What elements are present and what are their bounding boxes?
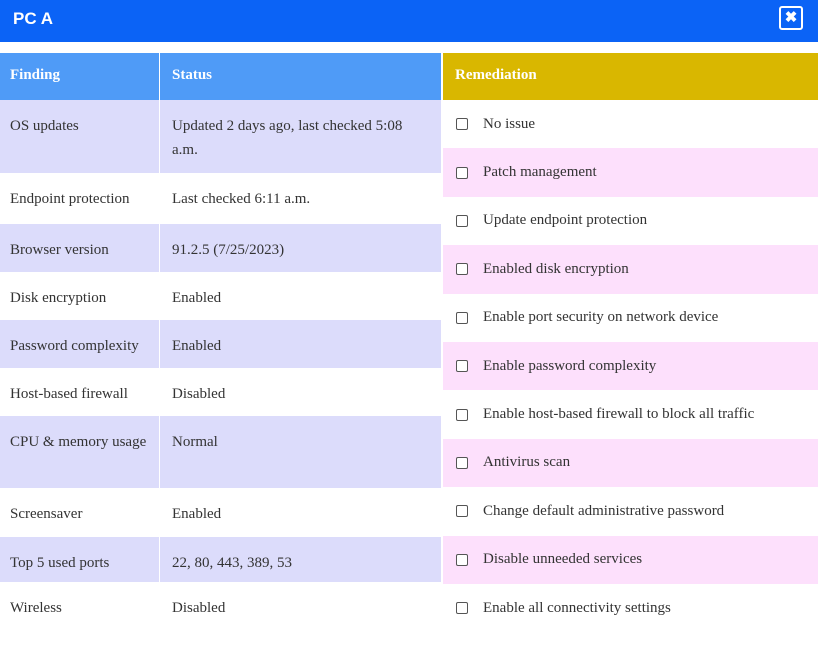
remediation-option-enable-connectivity[interactable] (443, 584, 818, 632)
status-cell: Disabled (172, 600, 226, 616)
status-cell: Enabled (172, 290, 222, 306)
checkbox-icon[interactable] (456, 118, 468, 130)
finding-cell: Browser version (0, 224, 160, 272)
option-label: Enable password complexity (483, 357, 657, 374)
status-cell: Normal (172, 434, 218, 450)
window-title: PC A (13, 9, 53, 28)
finding-cell: Password complexity (0, 320, 160, 368)
remediation-option-patch-management[interactable] (443, 148, 818, 196)
remediation-option-update-endpoint-protection[interactable] (443, 197, 818, 245)
finding-column-header: Finding (0, 53, 160, 100)
status-column-header: Status (172, 67, 213, 83)
remediation-option-password-complexity[interactable] (443, 342, 818, 390)
status-cell: Updated 2 days ago, last checked 5:08 a.m. (172, 118, 403, 158)
option-label: Patch management (483, 164, 597, 181)
table-row (0, 224, 441, 272)
table-row (0, 537, 441, 582)
checkbox-icon[interactable] (456, 312, 468, 324)
option-label: Enable host-based firewall to block all traffic (483, 406, 755, 423)
table-row (0, 100, 441, 173)
remediation-option-antivirus-scan[interactable] (443, 439, 818, 487)
finding-cell: OS updates (0, 100, 160, 173)
checkbox-icon[interactable] (456, 215, 468, 227)
option-label: Disable unneeded services (483, 551, 643, 568)
option-label: Change default administrative password (483, 502, 725, 519)
status-cell: Disabled (172, 386, 226, 402)
status-cell: Last checked 6:11 a.m. (172, 191, 311, 207)
finding-cell: Host-based firewall (0, 368, 160, 416)
checkbox-icon[interactable] (456, 602, 468, 614)
remediation-header: Remediation (443, 53, 818, 100)
status-cell: 22, 80, 443, 389, 53 (172, 555, 292, 571)
option-label: Enabled disk encryption (483, 260, 629, 277)
title-separator (0, 42, 818, 49)
checkbox-icon[interactable] (456, 167, 468, 179)
table-row (0, 368, 441, 416)
finding-cell: Endpoint protection (0, 173, 160, 224)
remediation-option-disk-encryption[interactable] (443, 245, 818, 293)
table-row (0, 488, 441, 537)
remediation-option-disable-services[interactable] (443, 536, 818, 584)
finding-cell: CPU & memory usage (0, 416, 160, 488)
option-label: Enable port security on network device (483, 309, 719, 326)
table-row (0, 582, 441, 630)
table-row (0, 416, 441, 488)
option-label: Update endpoint protection (483, 212, 648, 229)
status-cell: Enabled (172, 506, 222, 522)
checkbox-icon[interactable] (456, 554, 468, 566)
status-cell: 91.2.5 (7/25/2023) (172, 242, 285, 258)
checkbox-icon[interactable] (456, 505, 468, 517)
finding-cell: Screensaver (0, 488, 160, 537)
status-cell: Enabled (172, 338, 222, 354)
close-icon[interactable]: ✖ (779, 6, 803, 30)
finding-cell: Top 5 used ports (0, 537, 160, 582)
findings-header (0, 53, 441, 100)
remediation-option-no-issue[interactable] (443, 100, 818, 148)
remediation-panel (443, 53, 818, 632)
checkbox-icon[interactable] (456, 360, 468, 372)
option-label: No issue (483, 115, 536, 132)
checkbox-icon[interactable] (456, 457, 468, 469)
remediation-option-change-admin-password[interactable] (443, 487, 818, 535)
remediation-option-port-security[interactable] (443, 294, 818, 342)
checkbox-icon[interactable] (456, 263, 468, 275)
title-bar (0, 0, 818, 42)
table-row (0, 272, 441, 320)
findings-table (0, 53, 441, 630)
finding-cell: Disk encryption (0, 272, 160, 320)
remediation-option-host-firewall[interactable] (443, 390, 818, 438)
finding-cell: Wireless (0, 582, 160, 630)
table-row (0, 173, 441, 224)
checkbox-icon[interactable] (456, 409, 468, 421)
option-label: Enable all connectivity settings (483, 599, 671, 616)
table-row (0, 320, 441, 368)
option-label: Antivirus scan (483, 454, 571, 471)
